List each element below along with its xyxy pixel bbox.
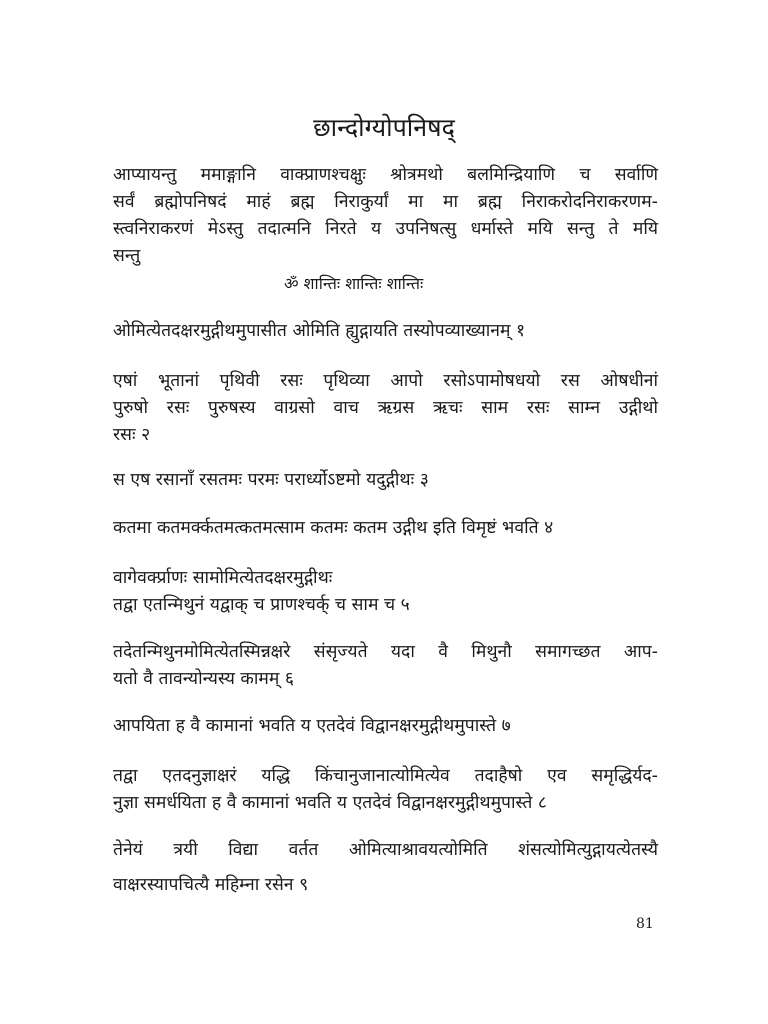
verse-line: तद्वा एतदनुज्ञाक्षरं यद्धि किंचानुजानात्योमित्येव तदाहैषो एव समृद्धिर्यद-: [113, 766, 658, 786]
verse-line: ओमित्येतदक्षरमुद्गीथमुपासीत ओमिति ह्युद्गायति तस्योपव्याख्यानम् १: [113, 321, 526, 341]
invocation-line: सर्वं ब्रह्मोपनिषदं माहं ब्रह्म निराकुर्यां मा मा ब्रह्म निराकरोदनिराकरणम-: [113, 192, 658, 212]
verse-line: नुज्ञा समर्धयिता ह वै कामानां भवति य एतदेवं विद्वानक्षरमुद्गीथमुपास्ते ८: [113, 793, 547, 813]
verse-line: पुरुषो रसः पुरुषस्य वाग्रसो वाच ऋग्रस ऋचः साम रसः साम्न उद्गीथो: [113, 398, 658, 418]
verse-line: तेनेयं त्रयी विद्या वर्तत ओमित्याश्रावयत्योमिति शंसत्योमित्युद्गायत्येतस्यै: [113, 840, 658, 860]
invocation-line: आप्यायन्तु ममाङ्गानि वाक्प्राणश्चक्षुः श्रोत्रमथो बलमिन्द्रियाणि च सर्वाणि: [113, 165, 658, 185]
verse-line: वागेवर्क्प्राणः सामोमित्येतदक्षरमुद्गीथः: [113, 568, 333, 588]
page-title: छान्दोग्योपनिषद्: [313, 113, 455, 142]
verse-line: स एष रसानाँ रसतमः परमः परार्ध्योऽष्टमो यदुद्गीथः ३: [113, 470, 429, 490]
verse-line: एषां भूतानां पृथिवी रसः पृथिव्या आपो रसोऽपामोषधयो रस ओषधीनां: [113, 371, 658, 391]
verse-line: यतो वै तावन्योन्यस्य कामम् ६: [113, 669, 294, 689]
verse-line: वाक्षरस्यापचित्यै महिम्ना रसेन ९: [113, 875, 309, 895]
verse-line: तद्वा एतन्मिथुनं यद्वाक् च प्राणश्चर्क् च साम च ५: [113, 595, 410, 615]
verse-line: आपयिता ह वै कामानां भवति य एतदेवं विद्वानक्षरमुद्गीथमुपास्ते ७: [113, 716, 511, 736]
invocation-line: स्त्वनिराकरणं मेऽस्तु तदात्मनि निरते य उपनिषत्सु धर्मास्ते मयि सन्तु ते मयि: [113, 219, 658, 239]
verse-line: तदेतन्मिथुनमोमित्येतस्मिन्नक्षरे संसृज्यते यदा वै मिथुनौ समागच्छत आप-: [113, 642, 658, 662]
invocation-line: सन्तु: [113, 246, 141, 266]
verse-line: रसः २: [113, 425, 151, 445]
shanti-mantra: ॐ शान्तिः शान्तिः शान्तिः: [284, 274, 424, 293]
verse-line: कतमा कतमर्क्कतमत्कतमत्साम कतमः कतम उद्गीथ इति विमृष्टं भवति ४: [113, 518, 554, 538]
page-number: 81: [636, 916, 654, 932]
